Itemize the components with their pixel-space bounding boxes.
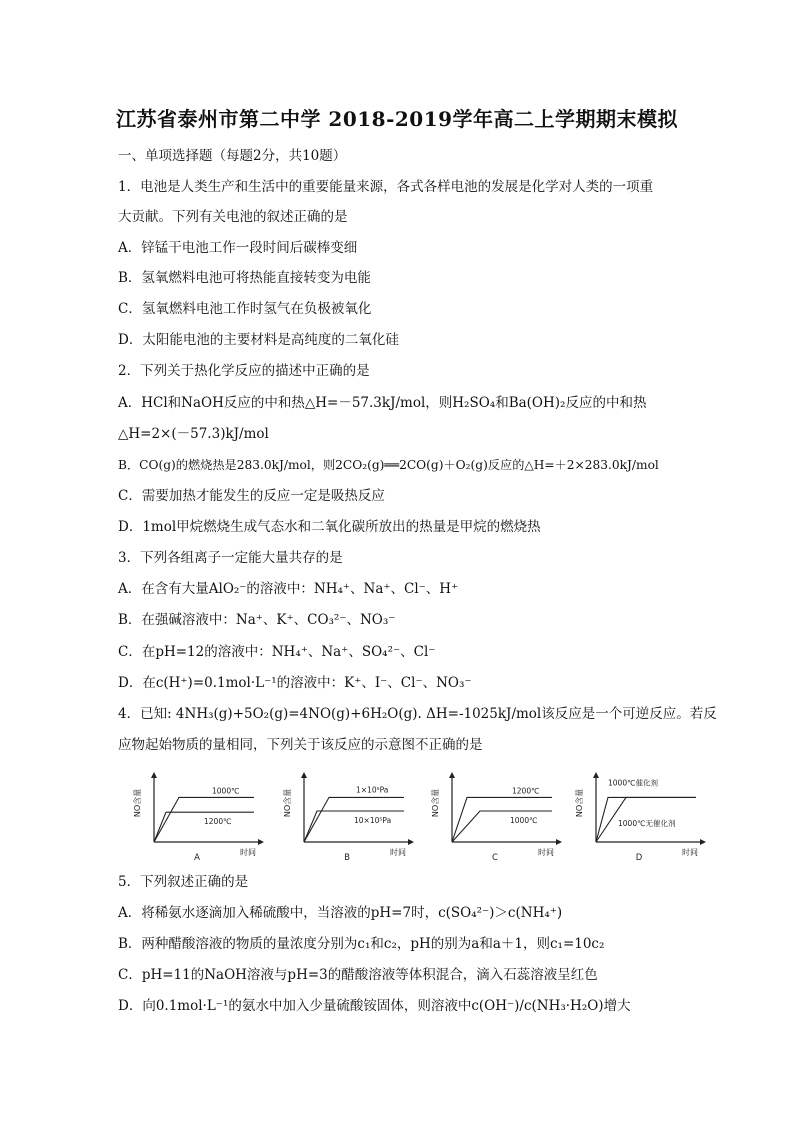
q5-option-c: C．pH=11的NaOH溶液与pH=3的醋酸溶液等体积混合，滴入石蕊溶液呈红色 bbox=[118, 967, 598, 983]
section-heading: 一、单项选择题（每题2分，共10题） bbox=[118, 148, 347, 164]
q2-stem: 2．下列关于热化学反应的描述中正确的是 bbox=[118, 363, 370, 379]
chart-b-x-arrow bbox=[408, 839, 414, 845]
chart-d-svg bbox=[568, 772, 708, 864]
q4-charts bbox=[118, 772, 698, 864]
q2-option-a-line2: △H=2×(－57.3)kJ/mol bbox=[118, 426, 269, 442]
q1-stem-line2: 大贡献。下列有关电池的叙述正确的是 bbox=[118, 209, 348, 225]
chart-b-letter: B bbox=[344, 853, 350, 863]
q3-option-b: B．在强碱溶液中：Na⁺、K⁺、CO₃²⁻、NO₃⁻ bbox=[118, 612, 396, 628]
q1-stem-line1: 1．电池是人类生产和生活中的重要能量来源，各式各样电池的发展是化学对人类的一项重 bbox=[118, 179, 654, 195]
chart-b-series-1-label: 1×10⁵Pa bbox=[356, 785, 389, 795]
chart-b-xlabel: 时间 bbox=[390, 848, 406, 857]
q5-option-d: D．向0.1mol·L⁻¹的氨水中加入少量硫酸铵固体，则溶液中c(OH⁻)/c(NH₃·H₂O)增大 bbox=[118, 998, 631, 1014]
chart-c-y-arrow bbox=[449, 772, 455, 778]
chart-c-ylabel: NO含量 bbox=[431, 788, 440, 818]
chart-a-y-arrow bbox=[151, 772, 157, 778]
chart-d-letter: D bbox=[635, 853, 643, 863]
chart-c-letter: C bbox=[492, 853, 498, 863]
q1-option-d: D．太阳能电池的主要材料是高纯度的二氧化硅 bbox=[118, 332, 399, 348]
chart-d-x-arrow bbox=[700, 839, 706, 845]
q3-stem: 3．下列各组离子一定能大量共存的是 bbox=[118, 550, 343, 566]
q3-option-d: D．在c(H⁺)=0.1mol·L⁻¹的溶液中：K⁺、I⁻、Cl⁻、NO₃⁻ bbox=[118, 675, 472, 691]
chart-d-y-arrow bbox=[593, 772, 599, 778]
chart-a-ylabel: NO含量 bbox=[133, 788, 142, 818]
q2-option-d: D．1mol甲烷燃烧生成气态水和二氧化碳所放出的热量是甲烷的燃烧热 bbox=[118, 519, 541, 535]
q1-option-b: B．氢氧燃料电池可将热能直接转变为电能 bbox=[118, 270, 371, 286]
chart-b bbox=[276, 772, 416, 864]
q2-option-c: C．需要加热才能发生的反应一定是吸热反应 bbox=[118, 488, 385, 504]
chart-b-svg bbox=[276, 772, 416, 864]
chart-a-svg bbox=[126, 772, 266, 864]
chart-c-xlabel: 时间 bbox=[538, 848, 554, 857]
q5-option-b: B．两种醋酸溶液的物质的量浓度分别为c₁和c₂，pH的别为a和a＋1，则c₁=10c₂ bbox=[118, 936, 605, 952]
chart-a-x-arrow bbox=[258, 839, 264, 845]
q3-option-a: A．在含有大量AlO₂⁻的溶液中：NH₄⁺、Na⁺、Cl⁻、H⁺ bbox=[118, 581, 459, 597]
q5-option-a: A．将稀氨水逐滴加入稀硫酸中，当溶液的pH=7时，c(SO₄²⁻)＞c(NH₄⁺) bbox=[118, 905, 563, 921]
chart-a-series-1-label: 1000℃ bbox=[212, 786, 240, 796]
chart-c-x-arrow bbox=[556, 839, 562, 845]
chart-a-series-2-label: 1200℃ bbox=[204, 817, 232, 827]
chart-c bbox=[424, 772, 564, 864]
q1-option-c: C．氢氧燃料电池工作时氢气在负极被氧化 bbox=[118, 301, 372, 317]
chart-b-ylabel: NO含量 bbox=[283, 788, 292, 818]
chart-b-series-2-label: 10×10⁵Pa bbox=[354, 816, 392, 825]
chart-c-series-2-label: 1000℃ bbox=[510, 816, 538, 825]
chart-c-svg bbox=[424, 772, 564, 864]
chart-d-xlabel: 时间 bbox=[682, 848, 698, 857]
chart-a-letter: A bbox=[194, 853, 200, 863]
chart-d-series-2-label: 1000℃无催化剂 bbox=[618, 818, 676, 828]
chart-b-y-arrow bbox=[301, 772, 307, 778]
q2-option-a-line1: A．HCl和NaOH反应的中和热△H=－57.3kJ/mol，则H₂SO₄和Ba(OH)₂反应的中和热 bbox=[118, 395, 647, 411]
q3-option-c: C．在pH=12的溶液中：NH₄⁺、Na⁺、SO₄²⁻、Cl⁻ bbox=[118, 644, 436, 660]
q2-option-b: B．CO(g)的燃烧热是283.0kJ/mol，则2CO₂(g)══2CO(g)＋O₂(g)反应的△H=＋2×283.0kJ/mol bbox=[118, 458, 659, 472]
q4-stem-line2: 应物起始物质的量相同，下列关于该反应的示意图不正确的是 bbox=[118, 737, 483, 753]
page-title: 江苏省泰州市第二中学 2018-2019学年高二上学期期末模拟 bbox=[115, 107, 679, 131]
chart-a-xlabel: 时间 bbox=[240, 848, 256, 857]
chart-c-series-1-label: 1200℃ bbox=[512, 786, 540, 796]
chart-d-ylabel: NO含量 bbox=[575, 788, 584, 818]
q5-stem: 5．下列叙述正确的是 bbox=[118, 874, 249, 890]
chart-d-series-1-label: 1000℃催化剂 bbox=[608, 778, 659, 788]
q1-option-a: A．锌锰干电池工作一段时间后碳棒变细 bbox=[118, 240, 358, 256]
chart-a bbox=[126, 772, 266, 864]
q4-stem-line1: 4．已知: 4NH₃(g)+5O₂(g)=4NO(g)+6H₂O(g). ΔH=-1025kJ/mol该反应是一个可逆反应。若反 bbox=[118, 706, 717, 722]
chart-d bbox=[568, 772, 708, 864]
